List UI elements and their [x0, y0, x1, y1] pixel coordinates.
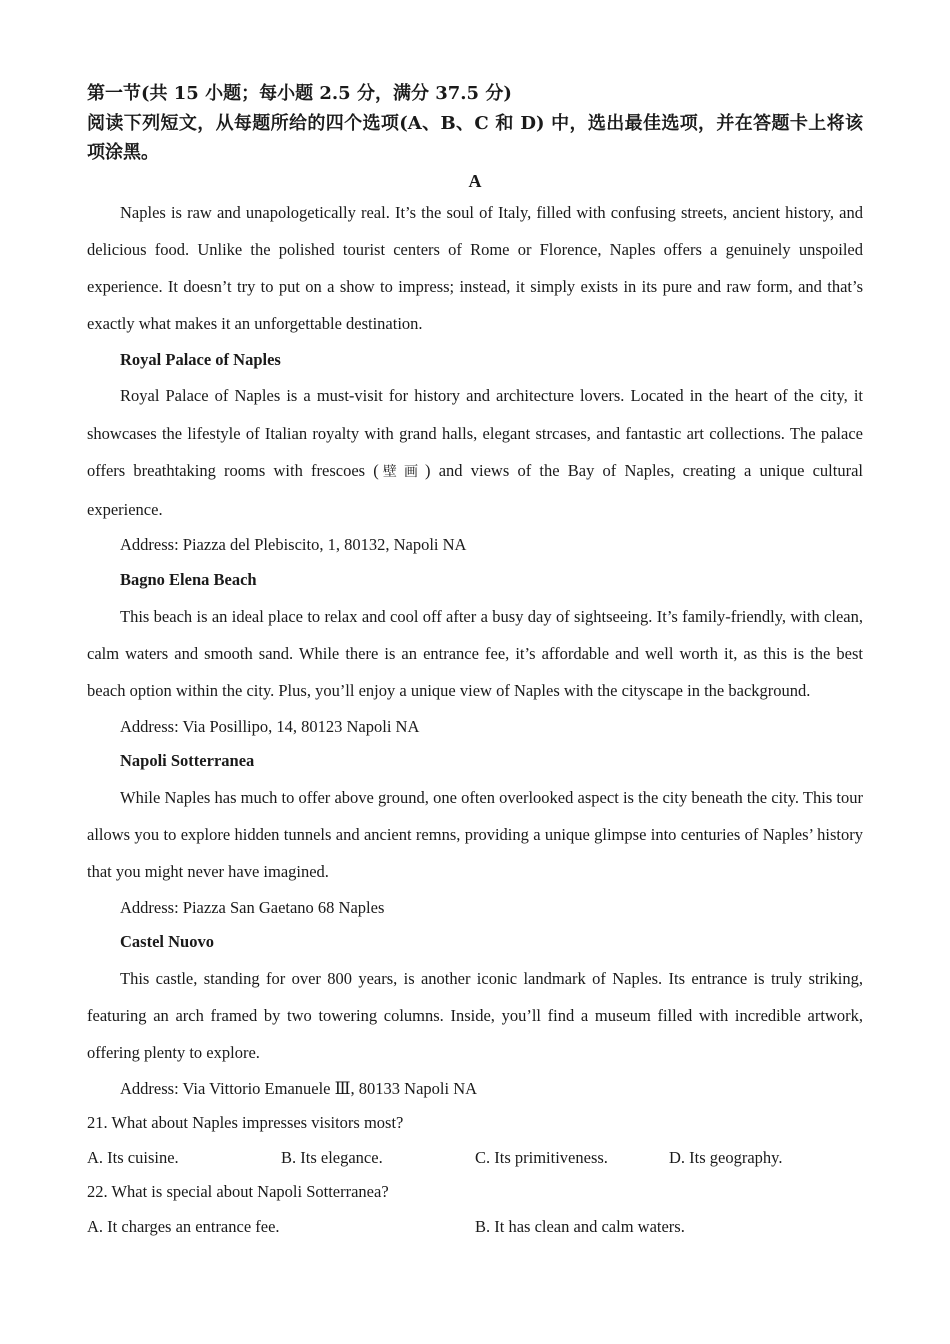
question-21-option-b[interactable]: B. Its elegance. [281, 1147, 383, 1167]
section-text-castel-nuovo: This castle, standing for over 800 years, is another iconic landmark of Naples. Its entrance is truly striking, featuring an arch framed by two towering columns. Inside, you’ll find a museum filled with incredible artwork, offering plenty to explore. [87, 968, 863, 1063]
address-castel-nuovo: Address: Via Vittorio Emanuele Ⅲ, 80133 Napoli NA [120, 1078, 478, 1098]
question-21-option-d[interactable]: D. Its geography. [669, 1147, 783, 1167]
passage-label: A [468, 170, 482, 191]
passage-intro: Naples is raw and unapologetically real. It’s the soul of Italy, filled with confusing streets, ancient history, and delicious food. Unlike the polished tourist centers of Rome or Florence, Naples offers a genuinely unspoiled experience. It doesn’t try to put on a show to impress; instead, it simply exists in its pure and raw form, and that’s exactly what makes it an unforgettable destination. [87, 202, 863, 334]
address-royal-palace: Address: Piazza del Plebiscito, 1, 80132, Napoli NA [120, 535, 467, 555]
question-22-option-b[interactable]: B. It has clean and calm waters. [475, 1217, 685, 1237]
royal-palace-text-before: Royal Palace of Naples is a must-visit for history and architecture lovers. Located in the heart of the city, it showcases the lifestyle of Italian royalty with grand halls, elegant strcases, and fantastic art collections. The palace offers breathtaking rooms with frescoes ( [87, 386, 863, 480]
question-22-options [87, 1210, 863, 1245]
section-text-royal-palace [87, 377, 863, 528]
section-title-napoli-sotterranea: Napoli Sotterranea [120, 751, 255, 771]
question-22-option-a[interactable]: A. It charges an entrance fee. [87, 1217, 280, 1237]
question-21-option-c[interactable]: C. Its primitiveness. [475, 1147, 608, 1167]
exam-page [87, 79, 863, 1245]
question-21-options [87, 1141, 863, 1176]
royal-palace-text-after: ) and views of the Bay of Naples, creating a unique cultural experience. [87, 460, 863, 520]
question-22-stem: 22. What is special about Napoli Sotterranea? [87, 1182, 389, 1202]
section-title-castel-nuovo: Castel Nuovo [120, 932, 214, 952]
question-21-stem: 21. What about Naples impresses visitors most? [87, 1113, 404, 1133]
section-text-napoli-sotterranea: While Naples has much to offer above ground, one often overlooked aspect is the city beneath the city. This tour allows you to explore hidden tunnels and ancient remns, providing a unique glimpse into centuries of Naples’ history that you might never have imagined. [87, 787, 863, 882]
section-title-bagno-elena: Bagno Elena Beach [120, 570, 257, 590]
section-title-royal-palace: Royal Palace of Naples [120, 349, 281, 369]
question-21-option-a[interactable]: A. Its cuisine. [87, 1147, 179, 1167]
section-text-bagno-elena: This beach is an ideal place to relax and cool off after a busy day of sightseeing. It’s family-friendly, with clean, calm waters and smooth sand. While there is an entrance fee, it’s affordable and well worth it, as this is the best beach option within the city. Plus, you’ll enjoy a unique view of Naples with the cityscape in the background. [87, 606, 863, 701]
address-bagno-elena: Address: Via Posillipo, 14, 80123 Napoli NA [120, 716, 420, 736]
instruction-text: 阅读下列短文，从每题所给的四个选项(A、B、C 和 D) 中，选出最佳选项，并在答题卡上将该项涂黑。 [87, 112, 863, 163]
address-napoli-sotterranea: Address: Piazza San Gaetano 68 Naples [120, 897, 385, 917]
section-header: 第一节(共 15 小题；每小题 2.5 分，满分 37.5 分) [87, 83, 512, 104]
frescoes-gloss: 壁画 [378, 463, 426, 480]
